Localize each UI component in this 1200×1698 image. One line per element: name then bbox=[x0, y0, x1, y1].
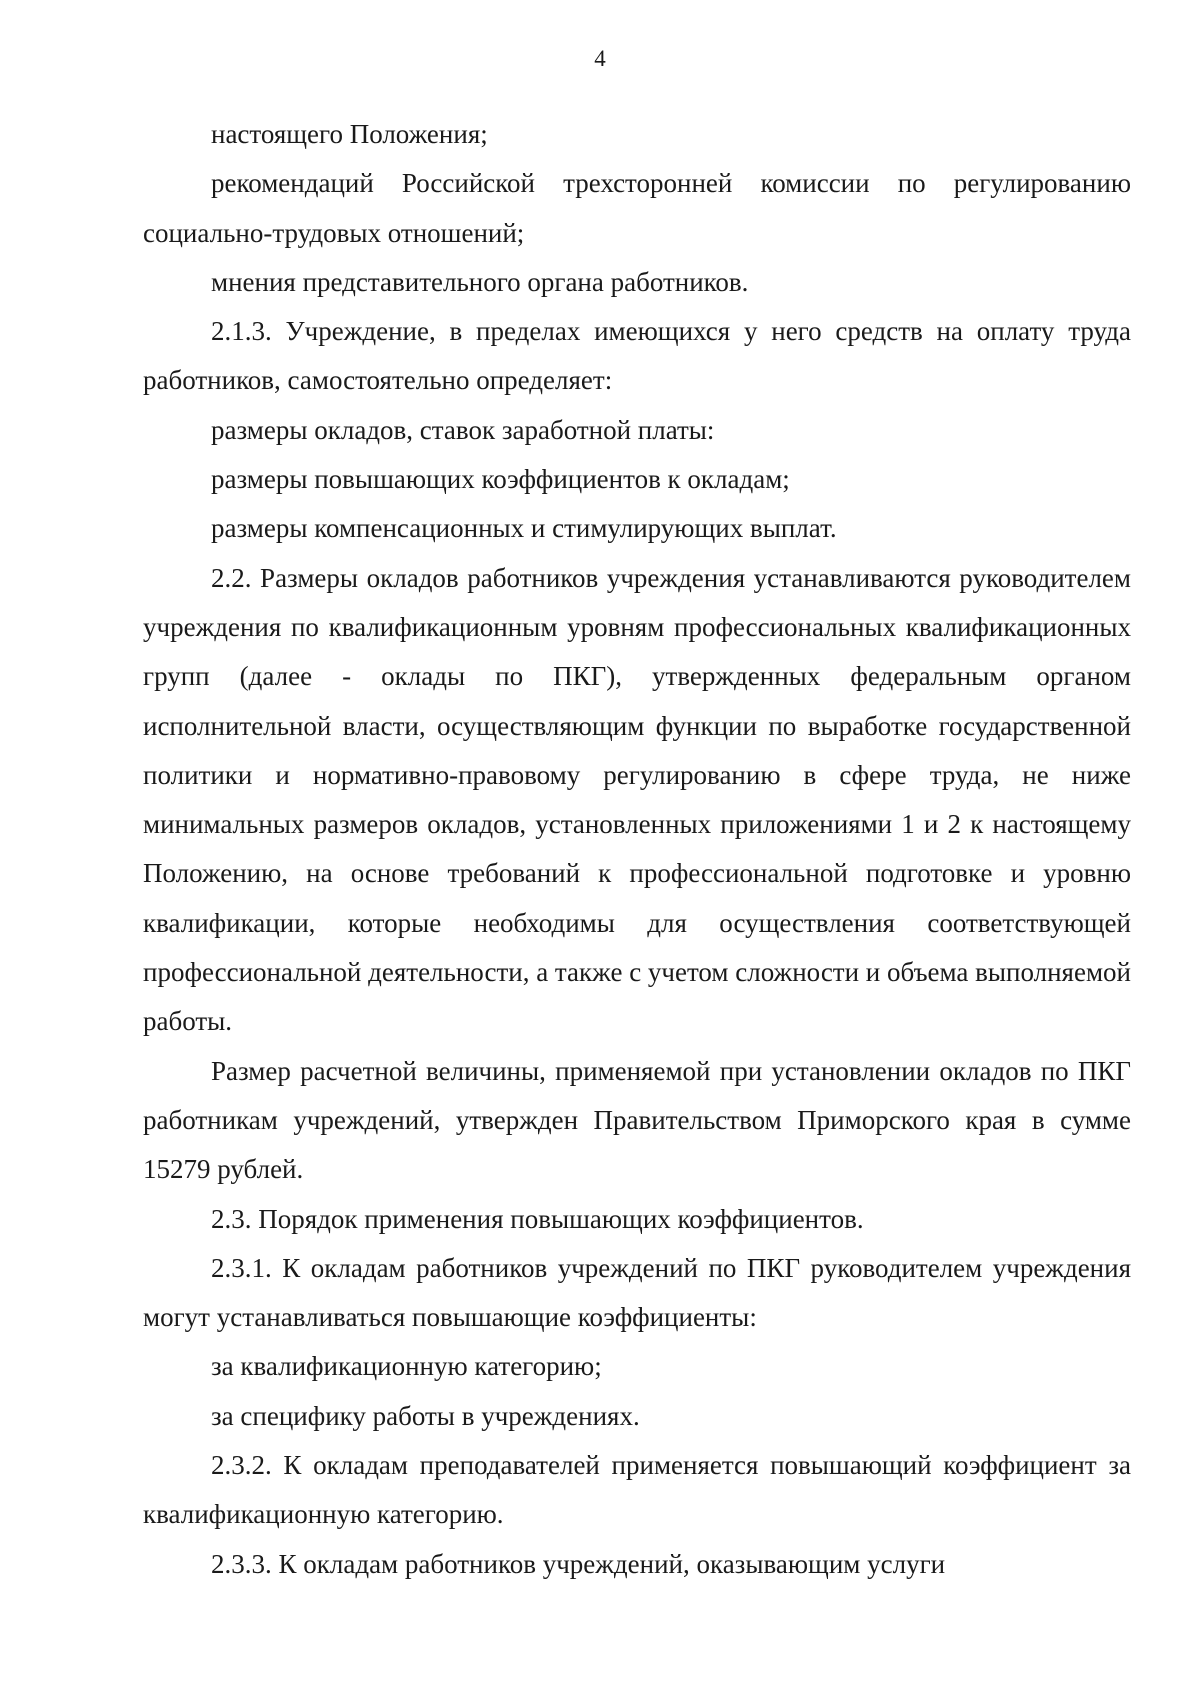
paragraph: за специфику работы в учреждениях. bbox=[211, 1400, 640, 1431]
paragraph: рекомендаций Российской трехсторонней комиссии по регулированию социально-трудовых отношений; bbox=[143, 168, 1131, 248]
paragraph: 2.2. Размеры окладов работников учреждения устанавливаются руководителем учреждения по квалификационным уровням профессиональных квалификационных групп (далее - оклады по ПКГ), утвержденных федеральным органом исполнительной власти, осуществляющим функции по выработке государственной политики и нормативно-правовому регулированию в сфере труда, не ниже минимальных размеров окладов, установленных приложениями 1 и 2 к настоящему Положению, на основе требований к профессиональной подготовке и уровню квалификации, которые необходимы для осуществления соответствующей профессиональной деятельности, а также с учетом сложности и объема выполняемой работы. bbox=[143, 562, 1131, 1037]
page-number: 4 bbox=[594, 46, 606, 71]
paragraph: мнения представительного органа работников. bbox=[211, 266, 749, 297]
paragraph: настоящего Положения; bbox=[211, 119, 488, 149]
paragraph: 2.3.3. К окладам работников учреждений, оказывающим услуги bbox=[211, 1548, 946, 1579]
paragraph: Размер расчетной величины, применяемой при установлении окладов по ПКГ работникам учреждений, утвержден Правительством Приморского края в сумме 15279 рублей. bbox=[143, 1055, 1131, 1185]
paragraph: размеры повышающих коэффициентов к окладам; bbox=[211, 464, 790, 495]
paragraph: 2.3.2. К окладам преподавателей применяется повышающий коэффициент за квалификационную категорию. bbox=[143, 1450, 1131, 1530]
paragraph: за квалификационную категорию; bbox=[211, 1351, 602, 1382]
paragraph: размеры окладов, ставок заработной платы: bbox=[211, 414, 715, 445]
paragraph: размеры компенсационных и стимулирующих выплат. bbox=[211, 513, 837, 544]
paragraph: 2.1.3. Учреждение, в пределах имеющихся у него средств на оплату труда работников, самостоятельно определяет: bbox=[143, 316, 1131, 396]
document-body bbox=[143, 110, 1131, 1589]
paragraph: 2.3.1. К окладам работников учреждений по ПКГ руководителем учреждения могут устанавливаться повышающие коэффициенты: bbox=[143, 1252, 1131, 1333]
paragraph: 2.3. Порядок применения повышающих коэффициентов. bbox=[211, 1203, 864, 1234]
